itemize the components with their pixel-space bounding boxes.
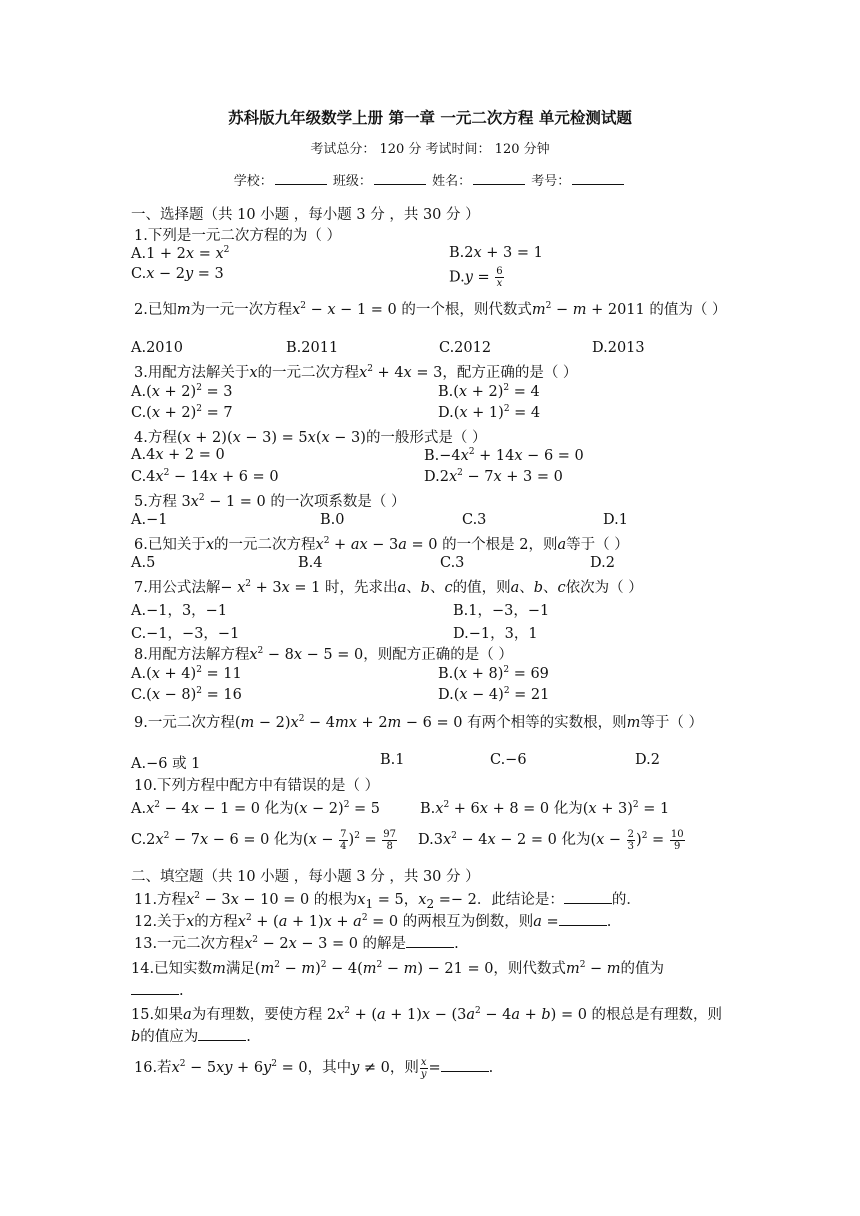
q8-option-c[interactable]: $C.(x - 8)^2 = 16$	[131, 686, 242, 703]
q10-option-d[interactable]: $D.3x^2 - 4x - 2 = 0$ 化为(x − $\frac{2}{3}$ )$^2$ = $\frac{10}{9}$	[418, 828, 684, 852]
q6-option-c[interactable]: C.3	[440, 555, 465, 571]
q6-option-a[interactable]: A.5	[131, 555, 156, 571]
q9-option-c[interactable]: C.−6	[490, 752, 527, 768]
answer-blank[interactable]	[198, 1028, 246, 1041]
q1-option-b[interactable]: B.2x + 3 = 1	[449, 245, 543, 261]
q10-option-a[interactable]: $A.x^2 - 4x - 1 = 0$ 化为$(x - 2)^2 = 5$	[131, 800, 381, 817]
name-blank[interactable]	[473, 172, 525, 185]
question-1: 1.下列是一元二次方程的为（ ）	[134, 228, 341, 244]
question-16: 16.若$x^2 - 5xy + 6y^2 = 0$，其中y ≠ 0，则 $\frac{x}{y}$ = .	[134, 1056, 494, 1080]
class-blank[interactable]	[374, 172, 426, 185]
q10-option-c[interactable]: $C.2x^2 - 7x - 6 = 0$ 化为(x − $\frac{7}{4}$ )$^2$ = $\frac{97}{8}$	[131, 828, 397, 852]
q6-option-d[interactable]: D.2	[590, 555, 615, 571]
fraction: $\frac{7}{4}$	[340, 828, 347, 852]
answer-blank[interactable]	[564, 891, 612, 904]
school-blank[interactable]	[275, 172, 327, 185]
q2-option-d[interactable]: D.2013	[592, 340, 645, 356]
q4-option-a[interactable]: A.4x + 2 = 0	[131, 447, 225, 463]
q2-option-b[interactable]: B.2011	[286, 340, 339, 356]
question-11: 11.方程$x^2 - 3x - 10 = 0$ 的根为$x_1 = 5$，$x_2 =- 2$．此结论是： 的．	[134, 891, 641, 911]
q7-option-d[interactable]: D.−1，3，1	[453, 626, 538, 642]
q8-option-d[interactable]: $D.(x - 4)^2 = 21$	[438, 686, 550, 703]
answer-blank[interactable]	[559, 913, 607, 926]
q7-option-b[interactable]: B.1，−3，−1	[453, 603, 550, 619]
q9-option-a[interactable]: A.−6 或 1	[131, 756, 201, 772]
student-info-fields	[0, 170, 860, 189]
question-8: 8.用配方法解方程$x^2 - 8x - 5 = 0$，则配方正确的是（ ）	[134, 646, 513, 663]
fraction: $\frac{10}{9}$	[670, 828, 684, 852]
answer-blank[interactable]	[406, 935, 454, 948]
q1-option-c[interactable]: C.x − 2y = 3	[131, 266, 224, 282]
question-9: 9.一元二次方程$(m - 2)x^2 - 4mx + 2m - 6 = 0$ 有两个相等的实数根，则m等于（ ）	[134, 714, 703, 731]
exam-info: 考试总分： 120 分 考试时间： 120 分钟	[310, 142, 550, 157]
q5-option-b[interactable]: B.0	[320, 512, 345, 528]
q1-option-a[interactable]: $A.1 + 2x = x^2$	[131, 245, 230, 262]
q7-option-a[interactable]: A.−1，3，−1	[131, 603, 228, 619]
fraction: $\frac{6}{x}$	[496, 266, 503, 289]
q7-option-c[interactable]: C.−1，−3，−1	[131, 626, 240, 642]
question-3: 3.用配方法解关于x的一元二次方程$x^2 + 4x = 3$，配方正确的是（ ）	[134, 364, 578, 381]
answer-blank[interactable]	[131, 982, 179, 995]
q8-option-a[interactable]: $A.(x + 4)^2 = 11$	[131, 665, 242, 682]
exam-number-blank[interactable]	[572, 172, 624, 185]
q9-option-b[interactable]: B.1	[380, 752, 405, 768]
q3-option-d[interactable]: $D.(x + 1)^2 = 4$	[438, 404, 541, 421]
q8-option-b[interactable]: $B.(x + 8)^2 = 69$	[438, 665, 549, 682]
question-2: 2.已知m为一元一次方程$x^2 - x - 1 = 0$ 的一个根，则代数式$m^2 - m + 2011$ 的值为（ ）	[134, 301, 727, 318]
name-label: 姓名：	[432, 174, 472, 189]
question-13: 13.一元二次方程$x^2 - 2x - 3 = 0$ 的解是 .	[134, 935, 459, 952]
section-heading-choice: 一、选择题（共 10 小题 ，每小题 3 分 ，共 30 分 ）	[131, 207, 480, 223]
q2-option-c[interactable]: C.2012	[439, 340, 492, 356]
q2-option-a[interactable]: A.2010	[131, 340, 183, 356]
q5-option-d[interactable]: D.1	[603, 512, 628, 528]
q3-option-b[interactable]: $B.(x + 2)^2 = 4$	[438, 383, 540, 400]
fraction: $\frac{97}{8}$	[383, 828, 397, 852]
q3-option-a[interactable]: $A.(x + 2)^2 = 3$	[131, 383, 233, 400]
class-label: 班级：	[332, 174, 372, 189]
exam-number-label: 考号：	[531, 174, 571, 189]
answer-blank[interactable]	[441, 1059, 489, 1072]
question-4: 4.方程(x + 2)(x − 3) = 5x(x − 3)的一般形式是（ ）	[134, 430, 487, 446]
question-6: 6.已知关于x的一元二次方程$x^2$ + ax − 3a = 0 的一个根是 2，则a等于（ ）	[134, 536, 629, 553]
question-10: 10.下列方程中配方中有错误的是（ ）	[134, 778, 380, 794]
question-12: 12.关于x的方程$x^2 + (a + 1)x + a^2 = 0$ 的两根互为倒数，则a = .	[134, 913, 612, 930]
q1-option-d[interactable]: D.y = $\frac{6}{x}$	[449, 266, 503, 289]
fraction: $\frac{x}{y}$	[420, 1056, 427, 1080]
question-15: 15.如果a为有理数，要使方程 $2x^2 + (a + 1)x - (3a^2 - 4a + b) = 0$ 的根总是有理数，则b的值应为 .	[131, 1006, 723, 1045]
question-7: 7.用公式法解− $x^2 + 3x = 1$ 时，先求出a、b、c的值，则a、b、c依次为（ ）	[134, 579, 643, 596]
document-title: 苏科版九年级数学上册 第一章 一元二次方程 单元检测试题	[228, 109, 632, 127]
q5-option-a[interactable]: A.−1	[131, 512, 168, 528]
q6-option-b[interactable]: B.4	[298, 555, 323, 571]
question-5: 5.方程 $3x^2 - 1 = 0$ 的一次项系数是（ ）	[134, 493, 406, 510]
q3-option-c[interactable]: $C.(x + 2)^2 = 7$	[131, 404, 233, 421]
question-14: 14.已知实数m满足$(m^2 - m)^2 - 4(m^2 - m) - 21 = 0$，则代数式$m^2 - m$的值为 .	[131, 960, 665, 999]
school-label: 学校：	[233, 174, 273, 189]
q10-option-b[interactable]: $B.x^2 + 6x + 8 = 0$ 化为$(x + 3)^2 = 1$	[420, 800, 670, 817]
q5-option-c[interactable]: C.3	[462, 512, 487, 528]
q4-option-d[interactable]: $D.2x^2 - 7x + 3 = 0$	[424, 468, 563, 485]
q4-option-c[interactable]: $C.4x^2 - 14x + 6 = 0$	[131, 468, 279, 485]
q4-option-b[interactable]: $B.-4x^2 + 14x - 6 = 0$	[424, 447, 584, 464]
q9-option-d[interactable]: D.2	[635, 752, 660, 768]
fraction: $\frac{2}{3}$	[627, 828, 635, 852]
section-heading-fill-in: 二、填空题（共 10 小题 ，每小题 3 分 ，共 30 分 ）	[131, 869, 480, 885]
